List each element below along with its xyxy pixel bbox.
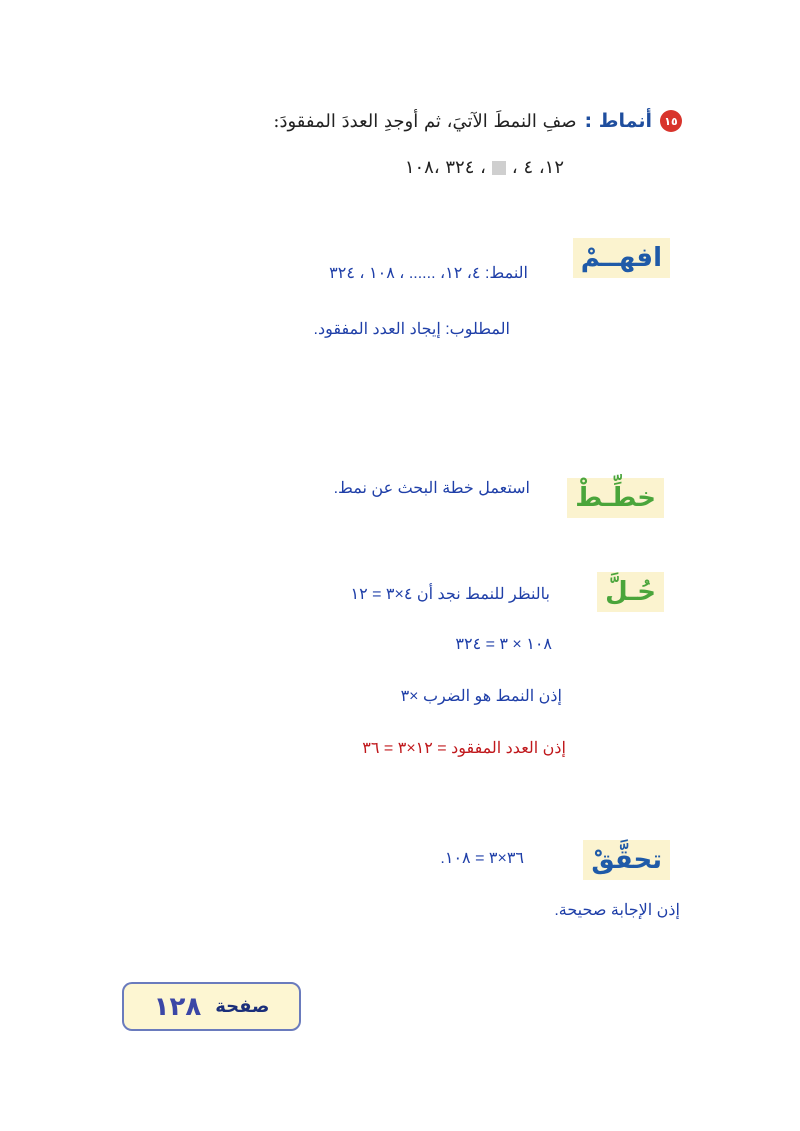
check-title	[583, 840, 670, 880]
page-number: ١٢٨	[153, 991, 202, 1022]
check-line-2: إذن الإجابة صحيحة.	[554, 902, 680, 919]
solve-title	[597, 572, 664, 612]
question-label: أنماط :	[584, 110, 652, 132]
plan-title-text: خطِّـطْ	[575, 483, 656, 513]
plan-title	[567, 478, 664, 518]
plan-text: استعمل خطة البحث عن نمط.	[333, 480, 530, 497]
sequence-right: ، ١٢، ٤	[511, 157, 564, 178]
solve-line-2: ١٠٨ × ٣ = ٣٢٤	[455, 636, 552, 653]
question-number-badge: ١٥	[660, 110, 682, 132]
solve-title-text: حُـلَّ	[605, 577, 656, 607]
solve-answer: إذن العدد المفقود = ١٢×٣ = ٣٦	[362, 740, 566, 757]
question-text: صفِ النمطَ الآتيَ، ثم أوجدِ العددَ المفقودَ:	[273, 110, 577, 132]
solve-line-3: إذن النمط هو الضرب ×٣	[400, 688, 562, 705]
check-line-1: ٣٦×٣ = ١٠٨.	[440, 850, 524, 867]
understand-required: المطلوب: إيجاد العدد المفقود.	[313, 321, 510, 338]
understand-title	[573, 238, 670, 278]
understand-title-text: افهــمْ	[580, 243, 662, 273]
question-header	[273, 110, 682, 132]
understand-pattern: النمط: ٤، ١٢، ...... ، ١٠٨ ، ٣٢٤	[329, 265, 528, 282]
page-number-tag	[122, 982, 301, 1031]
missing-number-box	[492, 161, 506, 175]
page-label: صفحة	[215, 996, 270, 1017]
sequence-left: ٣٢٤ ،١٠٨ ،	[404, 157, 486, 178]
question-sequence	[405, 157, 564, 178]
check-title-text: تحقَّقْ	[591, 845, 662, 875]
solve-line-1: بالنظر للنمط نجد أن ٤×٣ = ١٢	[350, 586, 550, 603]
